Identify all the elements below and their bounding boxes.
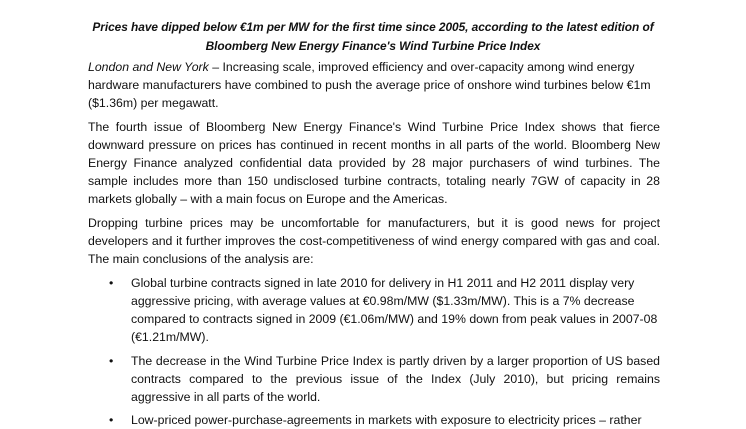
headline-line-2: Bloomberg New Energy Finance's Wind Turbine Price Index xyxy=(205,39,541,53)
bullet-item-3 xyxy=(109,411,660,429)
paragraph-2: The fourth issue of Bloomberg New Energy Finance's Wind Turbine Price Index shows that fierce downward pressure on prices has continued in recent months in all parts of the world. Bloomberg New Energy Finance analyzed confidential data provided by 28 major purchasers of wind turbines. The sample includes more than 150 undisclosed turbine contracts, totaling nearly 7GW of capacity in 28 markets globally – with a main focus on Europe and the Americas. xyxy=(88,120,660,206)
bullet-text-1: Global turbine contracts signed in late 2010 for delivery in H1 2011 and H2 2011 display very aggressive pricing, with average values at €0.98m/MW ($1.33m/MW). This is a 7% decrease compared to contracts signed in 2009 (€1.06m/MW) and 19% down from peak values in 2007-08 (€1.21m/MW). xyxy=(131,276,658,344)
paragraph-3: Dropping turbine prices may be uncomfortable for manufacturers, but it is good news for project developers and it further improves the cost-competitiveness of wind energy compared with gas and coal. The main conclusions of the analysis are: xyxy=(88,216,660,266)
bullet-text-3: Low-priced power-purchase-agreements in markets with exposure to electricity prices – rather xyxy=(131,413,642,427)
bullet-icon: • xyxy=(109,413,114,427)
bullet-icon: • xyxy=(109,354,114,368)
headline xyxy=(70,18,676,56)
bullet-item-2 xyxy=(109,352,660,406)
dateline: London and New York xyxy=(88,60,209,74)
intro-paragraph xyxy=(88,58,660,112)
bullet-item-1 xyxy=(109,274,660,346)
intro-paragraph-text: – Increasing scale, improved efficiency and over-capacity among wind energy hardware manufacturers have combined to push the average price of onshore wind turbines below €1m ($1.36m) per megawatt. xyxy=(88,60,651,110)
bullet-icon: • xyxy=(109,276,114,290)
headline-line-1: Prices have dipped below €1m per MW for the first time since 2005, according to the latest edition of xyxy=(92,20,654,34)
bullet-text-2: The decrease in the Wind Turbine Price Index is partly driven by a larger proportion of US based contracts compared to the previous issue of the Index (July 2010), but pricing remains aggressive in all parts of the world. xyxy=(131,354,660,404)
